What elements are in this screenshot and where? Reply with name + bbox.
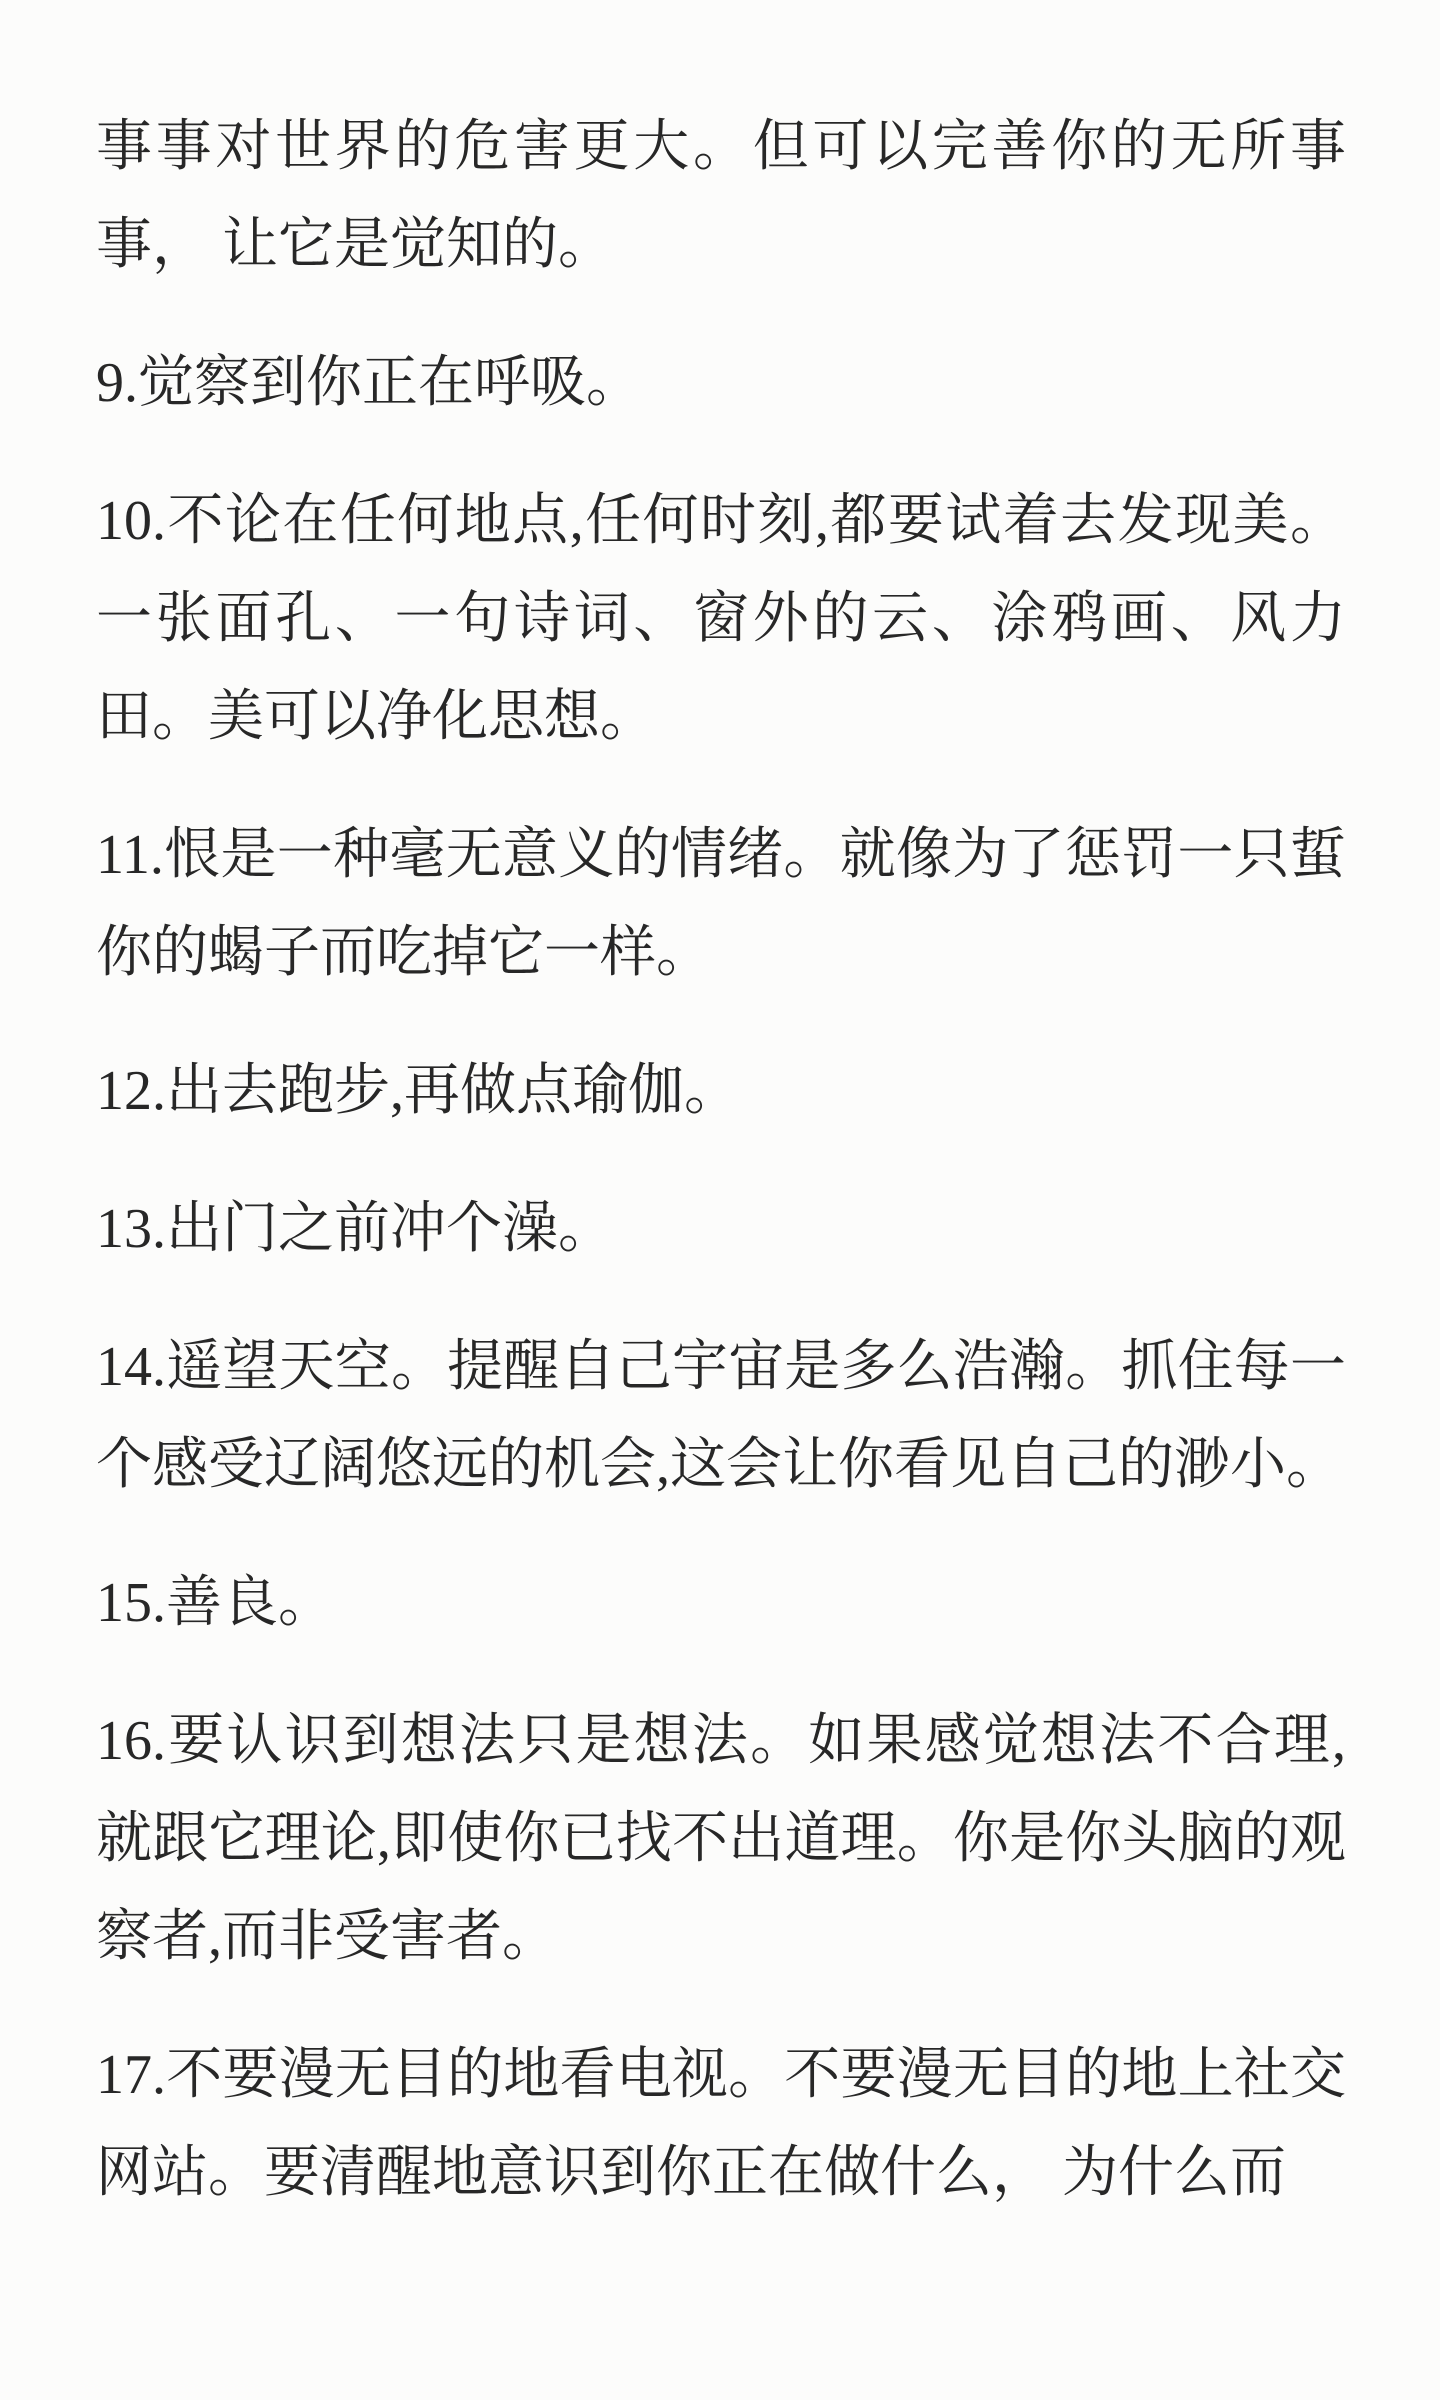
text-line: 一张面孔、一句诗词、窗外的云、涂鸦画、风力 <box>96 588 1346 650</box>
paragraph-item-11 <box>96 806 1346 1002</box>
paragraph-item-12 <box>96 1042 1346 1140</box>
text-line: 13.出门之前冲个澡。 <box>96 1198 614 1260</box>
text-line: 16.要认识到想法只是想法。如果感觉想法不合理, <box>96 1710 1346 1772</box>
paragraph-item-14 <box>96 1318 1346 1514</box>
text-line: 9.觉察到你正在呼吸。 <box>96 352 642 414</box>
text-line: 14.遥望天空。提醒自己宇宙是多么浩瀚。抓住每一 <box>96 1336 1346 1398</box>
paragraph-item-17 <box>96 2026 1346 2222</box>
text-line: 网站。要清醒地意识到你正在做什么， 为什么而 <box>96 2142 1286 2204</box>
text-line: 11.恨是一种毫无意义的情绪。就像为了惩罚一只蜇 <box>96 824 1346 886</box>
text-line: 你的蝎子而吃掉它一样。 <box>96 922 712 984</box>
text-line: 15.善良。 <box>96 1572 334 1634</box>
paragraph-item-8-continuation <box>96 98 1346 294</box>
text-line: 事， 让它是觉知的。 <box>96 214 614 276</box>
text-line: 12.出去跑步,再做点瑜伽。 <box>96 1060 740 1122</box>
text-line: 个感受辽阔悠远的机会,这会让你看见自己的渺小。 <box>96 1434 1342 1496</box>
paragraph-item-16 <box>96 1692 1346 1986</box>
text-line: 察者,而非受害者。 <box>96 1906 558 1968</box>
text-line: 10.不论在任何地点,任何时刻,都要试着去发现美。 <box>96 490 1346 552</box>
paragraph-item-15 <box>96 1554 1346 1652</box>
paragraph-item-10 <box>96 472 1346 766</box>
text-line: 就跟它理论,即使你已找不出道理。你是你头脑的观 <box>96 1808 1346 1870</box>
paragraph-item-9 <box>96 334 1346 432</box>
text-line: 17.不要漫无目的地看电视。不要漫无目的地上社交 <box>96 2044 1346 2106</box>
paragraph-item-13 <box>96 1180 1346 1278</box>
text-line: 田。美可以净化思想。 <box>96 686 656 748</box>
text-line: 事事对世界的危害更大。但可以完善你的无所事 <box>96 116 1346 178</box>
